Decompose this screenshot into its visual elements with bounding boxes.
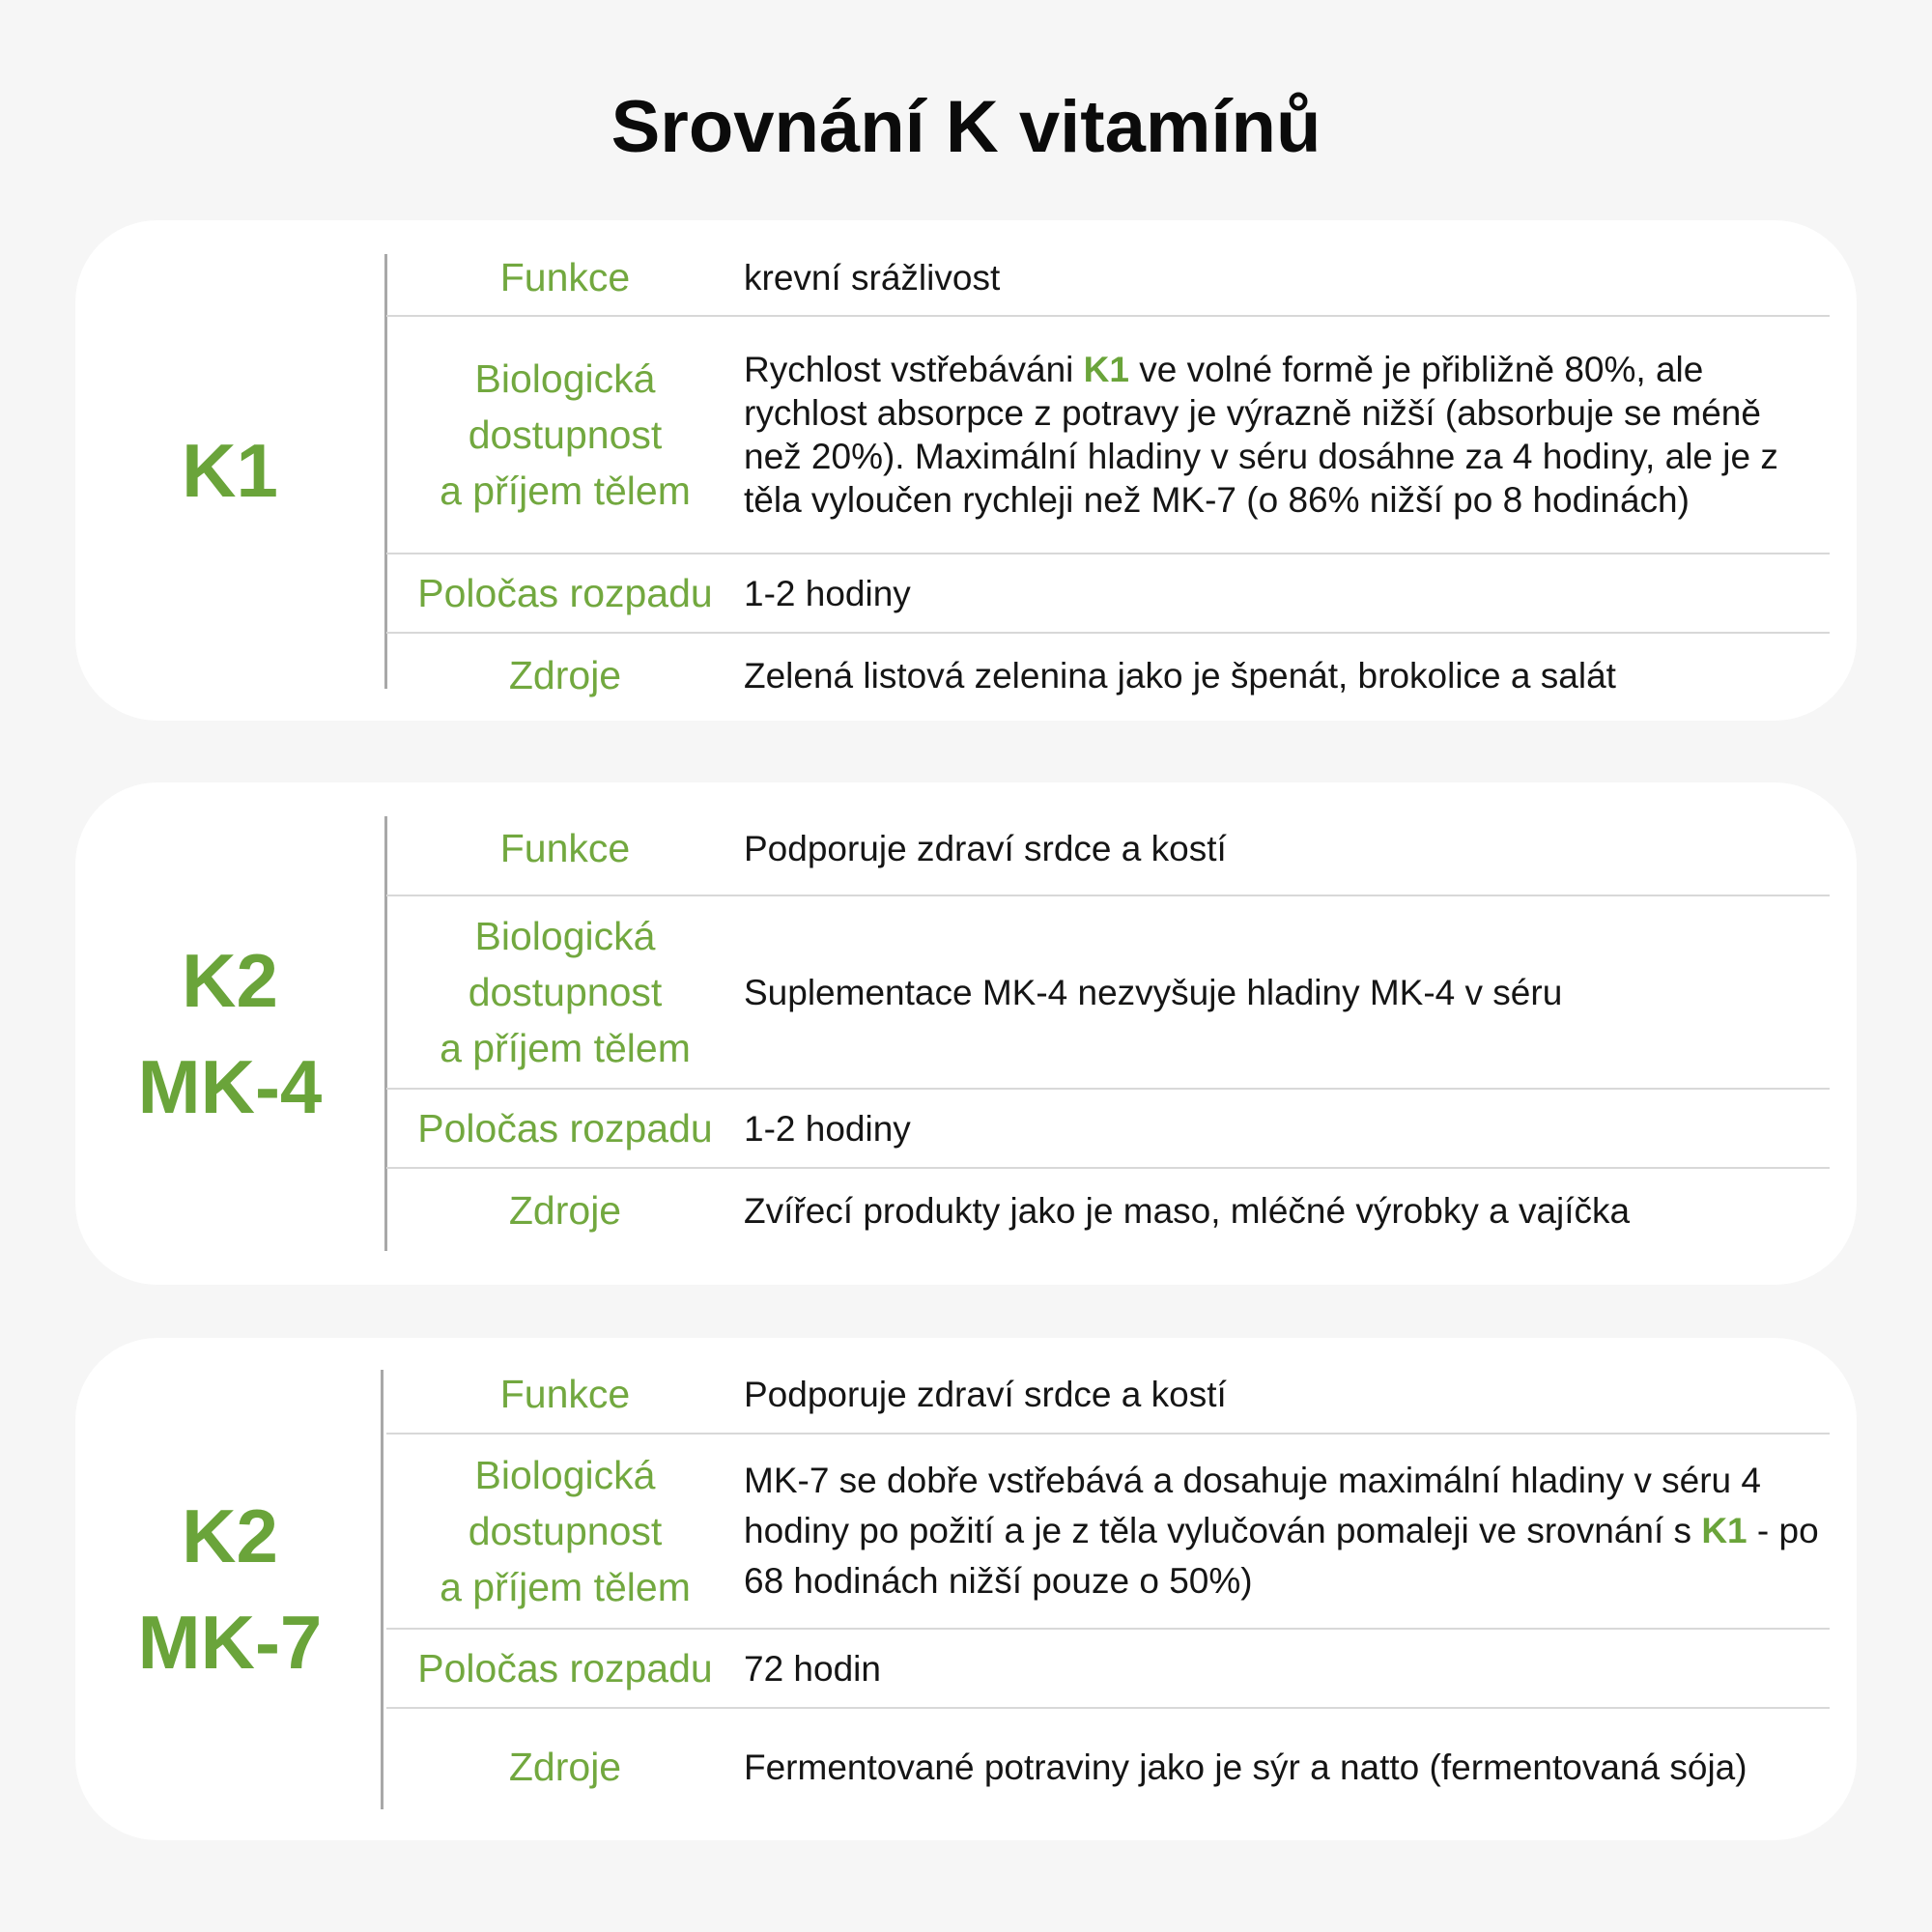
label-polocas: Poločas rozpadu xyxy=(417,571,713,615)
value-zdroje: Zelená listová zelenina jako je špenát, brokolice a salát xyxy=(744,655,1616,696)
value-biologicka-dostupnost xyxy=(744,971,1830,1014)
row-polocas xyxy=(386,1630,1830,1709)
vitamin-name xyxy=(75,782,384,1285)
label-polocas: Poločas rozpadu xyxy=(417,1646,713,1690)
vitamin-name xyxy=(75,220,384,721)
label-line: a příjem tělem xyxy=(440,1026,691,1070)
label-line: dostupnost xyxy=(468,412,663,457)
vitamin-name xyxy=(75,1338,384,1840)
row-zdroje xyxy=(386,1169,1830,1252)
row-biologicka-dostupnost xyxy=(386,317,1830,554)
row-polocas xyxy=(386,554,1830,634)
row-polocas xyxy=(386,1090,1830,1169)
vitamin-name-line: MK-4 xyxy=(137,1044,323,1129)
value-biologicka-dostupnost xyxy=(744,1456,1830,1606)
value-polocas: 72 hodin xyxy=(744,1648,881,1689)
label-zdroje: Zdroje xyxy=(508,1188,622,1233)
highlight-k1: K1 xyxy=(1701,1511,1747,1550)
value-biologicka-dostupnost xyxy=(744,348,1830,522)
value-funkce: krevní srážlivost xyxy=(744,257,1001,298)
value-polocas: 1-2 hodiny xyxy=(744,573,911,613)
vitamin-card-k2-mk4 xyxy=(75,782,1857,1285)
label-line: Biologická xyxy=(474,914,656,958)
row-funkce xyxy=(386,240,1830,317)
label-polocas: Poločas rozpadu xyxy=(417,1106,713,1151)
label-line: a příjem tělem xyxy=(440,469,691,513)
label-biologicka-dostupnost xyxy=(386,908,744,1076)
value-text: MK-7 se dobře vstřebává a dosahuje maximální hladiny v séru 4 hodiny po požití a je z těla vylučován pomaleji ve srovnání s xyxy=(744,1461,1761,1550)
label-funkce: Funkce xyxy=(499,826,631,870)
value-polocas: 1-2 hodiny xyxy=(744,1108,911,1149)
row-zdroje xyxy=(386,634,1830,717)
label-biologicka-dostupnost xyxy=(386,351,744,519)
value-text: Rychlost vstřebáváni xyxy=(744,350,1084,389)
vitamin-card-k1 xyxy=(75,220,1857,721)
vitamin-name-line: K2 xyxy=(182,1493,278,1578)
vitamin-name-line: K2 xyxy=(182,938,278,1023)
value-funkce: Podporuje zdraví srdce a kostí xyxy=(744,1374,1227,1414)
value-text: ve volné formě je přibližně 80%, ale rychlost absorpce z potravy je výrazně nižší (absorbuje se méně než 20%). Maximální hladiny v séru dosáhne za 4 hodiny, ale je z těla vyloučen rychleji než MK-7 (o 86% nižší po 8 hodinách) xyxy=(744,350,1778,520)
label-line: dostupnost xyxy=(468,1509,663,1553)
row-biologicka-dostupnost xyxy=(386,896,1830,1090)
row-zdroje xyxy=(386,1709,1830,1825)
row-biologicka-dostupnost xyxy=(386,1435,1830,1630)
highlight-k1: K1 xyxy=(1083,350,1129,389)
row-funkce xyxy=(386,802,1830,896)
label-line: a příjem tělem xyxy=(440,1565,691,1609)
vertical-divider xyxy=(381,1370,384,1809)
label-line: dostupnost xyxy=(468,970,663,1014)
label-line: Biologická xyxy=(474,1453,656,1497)
value-zdroje: Zvířecí produkty jako je maso, mléčné výrobky a vajíčka xyxy=(744,1190,1631,1231)
label-funkce: Funkce xyxy=(499,1372,631,1416)
label-line: Biologická xyxy=(474,356,656,401)
value-funkce: Podporuje zdraví srdce a kostí xyxy=(744,828,1227,868)
vitamin-name-line: K1 xyxy=(182,427,278,513)
label-funkce: Funkce xyxy=(499,255,631,299)
vitamin-name-line: MK-7 xyxy=(137,1600,323,1685)
label-zdroje: Zdroje xyxy=(508,1745,622,1789)
value-text: - po 68 hodinách nižší pouze o 50%) xyxy=(744,1511,1819,1601)
row-funkce xyxy=(386,1355,1830,1435)
vitamin-card-k2-mk7 xyxy=(75,1338,1857,1840)
label-biologicka-dostupnost xyxy=(386,1447,744,1615)
value-zdroje: Fermentované potraviny jako je sýr a natto (fermentovaná sója) xyxy=(744,1747,1747,1787)
value-text: Suplementace MK-4 nezvyšuje hladiny MK-4 v séru xyxy=(744,972,1563,1012)
label-zdroje: Zdroje xyxy=(508,653,622,697)
page-title: Srovnání K vitamínů xyxy=(611,86,1321,168)
